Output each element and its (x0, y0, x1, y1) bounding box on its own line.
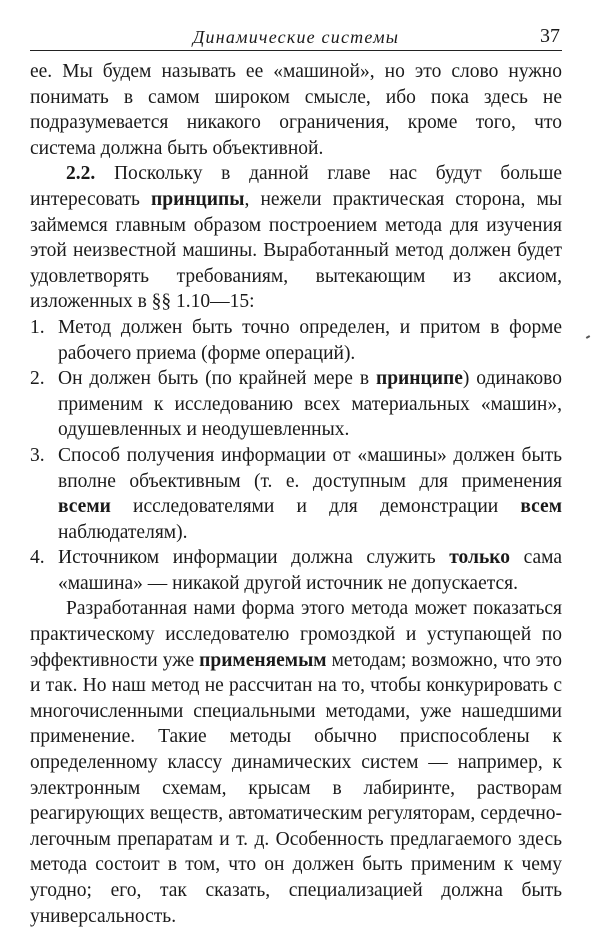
paragraph-3-text-before: Разработанная нами форма этого метода может показаться практическому исследователю громоздкой и уступающей по эффективности уже (30, 598, 562, 671)
paragraph-2 (30, 161, 562, 315)
running-title: Динамические системы (192, 27, 400, 47)
list-item-text-before: Он должен быть (по крайней мере в (58, 368, 376, 390)
list-item (30, 366, 562, 443)
list-item-number: 1. (30, 316, 45, 338)
list-item-emphasis: всеми (58, 496, 111, 518)
body-text (30, 59, 562, 929)
list-item (30, 443, 562, 545)
list-item-emphasis-2: всем (520, 496, 562, 518)
list-item-text-after: наблюдателям). (58, 521, 188, 543)
list-item (30, 315, 562, 366)
paragraph-2-text-before: Поскольку в данной главе нас будут больше интересовать (30, 163, 562, 210)
running-head (30, 26, 562, 51)
paragraph-3 (30, 596, 562, 929)
list-item-number: 2. (30, 368, 45, 390)
list-item-text-after: сама «машина» — никакой другой источник не допускается. (58, 547, 562, 594)
list-item-emphasis: принципе (375, 368, 463, 390)
page-number: 37 (540, 25, 560, 47)
paragraph-1-text: ее. Мы будем называть ее «машиной», но это слово нужно понимать в самом широком смысле, ибо пока здесь не подразумевается никакого ограничения, кроме того, что система должна быть объективной. (30, 61, 562, 159)
paragraph-3-emphasis: применяемым (199, 649, 327, 671)
paragraph-3-text-after: методам; возможно, что это и так. Но наш метод не рассчитан на то, чтобы конкурировать с многочисленными специальными методами, уже нашедшими применение. Такие методы обычно приспособлены к определенному классу динамических систем — например, к электронным схемам, крысам в лабиринте, растворам реагирующих веществ, автоматическим регуляторам, сердечно-легочным препаратам и т. д. Особенность предлагаемого здесь метода состоит в том, что он должен быть применим к чему угодно; его, так сказать, специализацией должна быть универсальность. (30, 649, 562, 927)
list-item-number: 4. (30, 547, 45, 569)
section-number: 2.2. (66, 163, 96, 185)
list-item-text-before: Источником информации должна служить (58, 547, 450, 569)
list-item-number: 3. (30, 444, 45, 466)
list-item-text-after: ) одинаково применим к исследованию всех материальных «машин», одушевленных и неодушевленных. (58, 368, 562, 441)
list-item (30, 545, 562, 596)
book-page (30, 26, 562, 929)
list-item-text: Метод должен быть точно определен, и притом в форме рабочего приема (форме операций). (58, 316, 562, 364)
margin-mark (586, 335, 590, 339)
paragraph-2-text-after: , нежели практическая сторона, мы займемся главным образом построением метода для изучения этой неизвестной машины. Выработанный метод должен будет удовлетворять требованиям, вытекающим из аксиом, изложенных в §§ 1.10—15: (30, 188, 563, 313)
list-item-text-middle: исследователями и для демонстрации (110, 496, 521, 518)
list-item-text-before: Способ получения информации от «машины» должен быть вполне объективным (т. е. доступным для применения (58, 444, 562, 492)
paragraph-2-emphasis: принципы (151, 188, 245, 210)
list-item-emphasis: только (449, 547, 511, 569)
requirements-list (30, 315, 562, 597)
paragraph-1 (30, 59, 562, 161)
